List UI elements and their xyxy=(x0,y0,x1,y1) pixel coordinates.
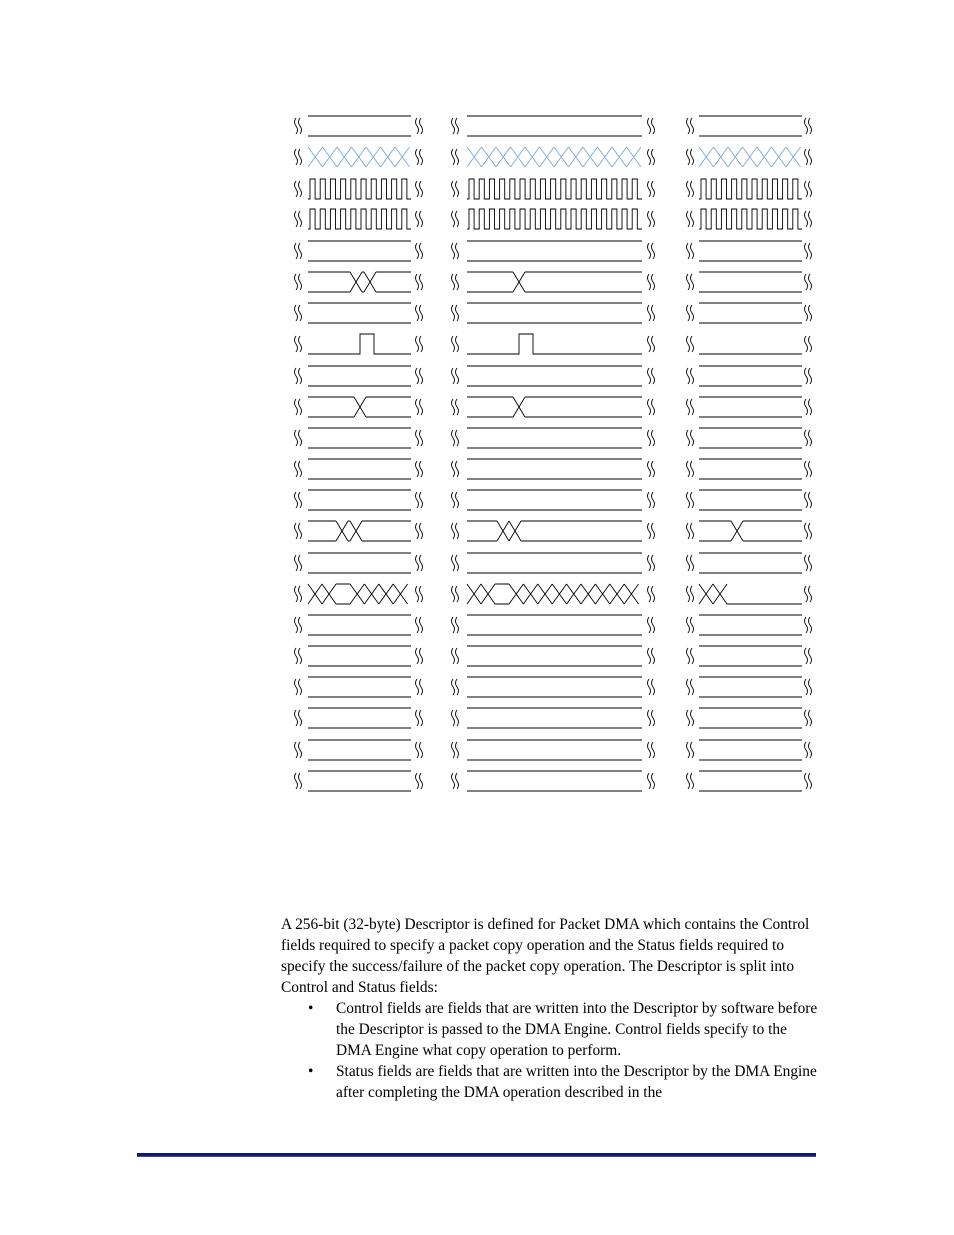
clock-signal xyxy=(467,209,642,229)
break-icon xyxy=(805,742,812,758)
break-icon xyxy=(648,586,655,602)
break-icon xyxy=(648,430,655,446)
break-icon xyxy=(687,617,694,633)
break-icon xyxy=(416,492,423,508)
break-icon xyxy=(416,399,423,415)
break-icon xyxy=(416,430,423,446)
break-icon xyxy=(416,523,423,539)
break-icon xyxy=(295,368,302,384)
break-icon xyxy=(452,305,459,321)
bus-line xyxy=(308,740,411,760)
break-icon xyxy=(805,492,812,508)
signal-row xyxy=(295,241,812,261)
break-icon xyxy=(452,118,459,134)
bullet-icon: • xyxy=(308,1063,314,1080)
bus-signal xyxy=(467,397,642,417)
break-icon xyxy=(452,181,459,197)
break-icon xyxy=(295,243,302,259)
break-icon xyxy=(295,305,302,321)
bullet-list xyxy=(281,998,821,1103)
break-icon xyxy=(687,461,694,477)
break-icon xyxy=(805,211,812,227)
clock-signal xyxy=(467,179,642,199)
bus-signal xyxy=(509,584,639,604)
break-icon xyxy=(687,648,694,664)
break-icon xyxy=(805,586,812,602)
bus-line xyxy=(699,646,802,666)
bus-signal xyxy=(308,521,411,541)
break-icon xyxy=(687,368,694,384)
break-icon xyxy=(452,492,459,508)
break-icon xyxy=(805,149,812,165)
break-icon xyxy=(416,710,423,726)
bus-line xyxy=(467,677,642,697)
signal-row xyxy=(295,708,812,728)
break-icon xyxy=(452,617,459,633)
pulse-signal xyxy=(308,334,411,354)
break-icon xyxy=(295,710,302,726)
bus-line xyxy=(308,615,411,635)
bullet-icon: • xyxy=(308,1000,314,1017)
pulse-signal xyxy=(467,334,642,354)
signal-row xyxy=(295,334,812,354)
signal-row xyxy=(295,366,812,386)
break-icon xyxy=(295,274,302,290)
break-icon xyxy=(416,586,423,602)
break-icon xyxy=(416,555,423,571)
break-icon xyxy=(687,181,694,197)
break-icon xyxy=(416,243,423,259)
bus-line xyxy=(699,241,802,261)
break-icon xyxy=(687,430,694,446)
bus-line xyxy=(308,366,411,386)
break-icon xyxy=(416,274,423,290)
break-icon xyxy=(687,243,694,259)
break-icon xyxy=(805,368,812,384)
bus-signal xyxy=(467,584,495,604)
break-icon xyxy=(416,648,423,664)
break-icon xyxy=(687,492,694,508)
list-item xyxy=(308,998,821,1061)
signal-row xyxy=(295,677,812,697)
bus-signal xyxy=(308,272,411,292)
bus-signal xyxy=(467,521,642,541)
break-icon xyxy=(416,773,423,789)
bus-line xyxy=(467,366,642,386)
break-icon xyxy=(452,399,459,415)
unknown-bus xyxy=(467,147,641,167)
break-icon xyxy=(295,399,302,415)
break-icon xyxy=(805,617,812,633)
signal-row xyxy=(295,179,812,199)
bus-line xyxy=(699,677,802,697)
break-icon xyxy=(452,336,459,352)
break-icon xyxy=(648,555,655,571)
break-icon xyxy=(648,617,655,633)
body-paragraph: A 256-bit (32-byte) Descriptor is defined for Packet DMA which contains the Control fields required to specify a packet copy operation and the Status fields required to specify the success/failure of the packet copy operation. The Descriptor is split into Control and Status fields: xyxy=(281,916,810,996)
break-icon xyxy=(648,243,655,259)
break-icon xyxy=(452,211,459,227)
break-icon xyxy=(295,211,302,227)
break-icon xyxy=(687,773,694,789)
break-icon xyxy=(452,648,459,664)
break-icon xyxy=(295,430,302,446)
break-icon xyxy=(295,586,302,602)
signal-row xyxy=(295,521,812,541)
break-icon xyxy=(805,679,812,695)
bus-line xyxy=(699,397,802,417)
break-icon xyxy=(648,149,655,165)
break-icon xyxy=(648,336,655,352)
bus-signal xyxy=(308,397,411,417)
break-icon xyxy=(452,149,459,165)
break-icon xyxy=(416,149,423,165)
bus-line xyxy=(699,708,802,728)
break-icon xyxy=(805,118,812,134)
bus-line xyxy=(699,615,802,635)
signal-row xyxy=(295,646,812,666)
bus-line xyxy=(699,303,802,323)
break-icon xyxy=(295,118,302,134)
clock-signal xyxy=(699,209,802,229)
break-icon xyxy=(648,461,655,477)
break-icon xyxy=(452,773,459,789)
break-icon xyxy=(416,118,423,134)
break-icon xyxy=(416,368,423,384)
break-icon xyxy=(648,742,655,758)
break-icon xyxy=(295,336,302,352)
bus-line xyxy=(308,241,411,261)
break-icon xyxy=(805,773,812,789)
bus-line xyxy=(467,428,642,448)
signal-row xyxy=(295,459,812,479)
signal-row xyxy=(295,272,812,292)
break-icon xyxy=(687,336,694,352)
bus-line xyxy=(467,116,642,136)
signal-row xyxy=(295,615,812,635)
break-icon xyxy=(295,149,302,165)
bus-line xyxy=(467,490,642,510)
bus-line xyxy=(467,553,642,573)
break-icon xyxy=(687,149,694,165)
signal-row xyxy=(295,771,812,791)
break-icon xyxy=(687,555,694,571)
break-icon xyxy=(805,430,812,446)
signal-row xyxy=(295,553,812,573)
break-icon xyxy=(805,243,812,259)
break-icon xyxy=(295,742,302,758)
bus-line xyxy=(699,366,802,386)
bus-line xyxy=(699,459,802,479)
bus-line xyxy=(308,708,411,728)
bus-line xyxy=(336,584,350,604)
bus-signal xyxy=(350,584,408,604)
break-icon xyxy=(295,648,302,664)
break-icon xyxy=(687,742,694,758)
break-icon xyxy=(805,399,812,415)
break-icon xyxy=(648,679,655,695)
bus-line xyxy=(699,272,802,292)
break-icon xyxy=(805,336,812,352)
break-icon xyxy=(295,555,302,571)
signal-row xyxy=(295,303,812,323)
bus-line xyxy=(308,428,411,448)
break-icon xyxy=(805,523,812,539)
break-icon xyxy=(648,274,655,290)
break-icon xyxy=(648,368,655,384)
bullet-text: Status fields are fields that are written into the Descriptor by the DMA Engine after completing the DMA operation described in the xyxy=(336,1063,817,1101)
break-icon xyxy=(805,274,812,290)
break-icon xyxy=(452,742,459,758)
signal-row xyxy=(295,740,812,760)
break-icon xyxy=(452,368,459,384)
break-icon xyxy=(648,773,655,789)
break-icon xyxy=(687,118,694,134)
signal-row xyxy=(295,147,812,167)
break-icon xyxy=(648,118,655,134)
break-icon xyxy=(648,181,655,197)
break-icon xyxy=(452,274,459,290)
bus-line xyxy=(467,708,642,728)
break-icon xyxy=(687,710,694,726)
bus-line xyxy=(467,459,642,479)
break-icon xyxy=(648,305,655,321)
signal-row xyxy=(295,209,812,229)
signal-row xyxy=(295,584,812,604)
break-icon xyxy=(805,648,812,664)
break-icon xyxy=(805,461,812,477)
footer-rule xyxy=(137,1153,816,1157)
break-icon xyxy=(416,742,423,758)
body-text xyxy=(281,914,821,1103)
break-icon xyxy=(648,648,655,664)
break-icon xyxy=(648,211,655,227)
bus-line xyxy=(308,116,411,136)
break-icon xyxy=(805,181,812,197)
break-icon xyxy=(687,679,694,695)
clock-signal xyxy=(308,179,411,199)
break-icon xyxy=(416,461,423,477)
bus-line xyxy=(308,677,411,697)
bus-signal xyxy=(308,584,336,604)
break-icon xyxy=(687,399,694,415)
break-icon xyxy=(295,492,302,508)
break-icon xyxy=(648,710,655,726)
bus-line xyxy=(699,428,802,448)
bullet-text: Control fields are fields that are written into the Descriptor by software before the Descriptor is passed to the DMA Engine. Control fields specify to the DMA Engine what copy operation to perform. xyxy=(336,1000,818,1059)
break-icon xyxy=(805,555,812,571)
break-icon xyxy=(416,336,423,352)
bus-line xyxy=(699,553,802,573)
break-icon xyxy=(648,523,655,539)
clock-signal xyxy=(308,209,411,229)
bus-line xyxy=(699,740,802,760)
bus-line xyxy=(308,490,411,510)
break-icon xyxy=(295,523,302,539)
break-icon xyxy=(452,523,459,539)
break-icon xyxy=(295,461,302,477)
break-icon xyxy=(452,586,459,602)
break-icon xyxy=(687,523,694,539)
break-icon xyxy=(295,773,302,789)
bus-signal xyxy=(467,272,642,292)
bus-line xyxy=(699,771,802,791)
break-icon xyxy=(452,710,459,726)
break-icon xyxy=(416,617,423,633)
break-icon xyxy=(416,211,423,227)
signal-row xyxy=(295,428,812,448)
break-icon xyxy=(687,305,694,321)
bus-line xyxy=(308,553,411,573)
bus-line xyxy=(467,771,642,791)
bus-line xyxy=(495,584,509,604)
break-icon xyxy=(452,243,459,259)
list-item xyxy=(308,1061,821,1103)
break-icon xyxy=(805,305,812,321)
break-icon xyxy=(648,399,655,415)
bus-line xyxy=(308,771,411,791)
break-icon xyxy=(687,211,694,227)
bus-line xyxy=(467,615,642,635)
break-icon xyxy=(452,555,459,571)
bus-signal xyxy=(699,584,727,604)
signal-row xyxy=(295,490,812,510)
bus-line xyxy=(467,740,642,760)
signal-row xyxy=(295,116,812,136)
unknown-bus xyxy=(308,147,410,167)
bus-line xyxy=(467,241,642,261)
bus-line xyxy=(308,303,411,323)
break-icon xyxy=(452,679,459,695)
bus-line xyxy=(467,646,642,666)
break-icon xyxy=(687,586,694,602)
break-icon xyxy=(452,430,459,446)
break-icon xyxy=(295,617,302,633)
bus-line xyxy=(308,459,411,479)
signal-row xyxy=(295,397,812,417)
break-icon xyxy=(416,181,423,197)
break-icon xyxy=(416,305,423,321)
bus-signal xyxy=(699,521,802,541)
break-icon xyxy=(416,679,423,695)
break-icon xyxy=(295,181,302,197)
break-icon xyxy=(648,492,655,508)
bus-line xyxy=(699,116,802,136)
unknown-bus xyxy=(699,147,801,167)
clock-signal xyxy=(699,179,802,199)
break-icon xyxy=(687,274,694,290)
break-icon xyxy=(452,461,459,477)
bus-line xyxy=(699,490,802,510)
break-icon xyxy=(295,679,302,695)
break-icon xyxy=(805,710,812,726)
bus-line xyxy=(467,303,642,323)
bus-line xyxy=(308,646,411,666)
